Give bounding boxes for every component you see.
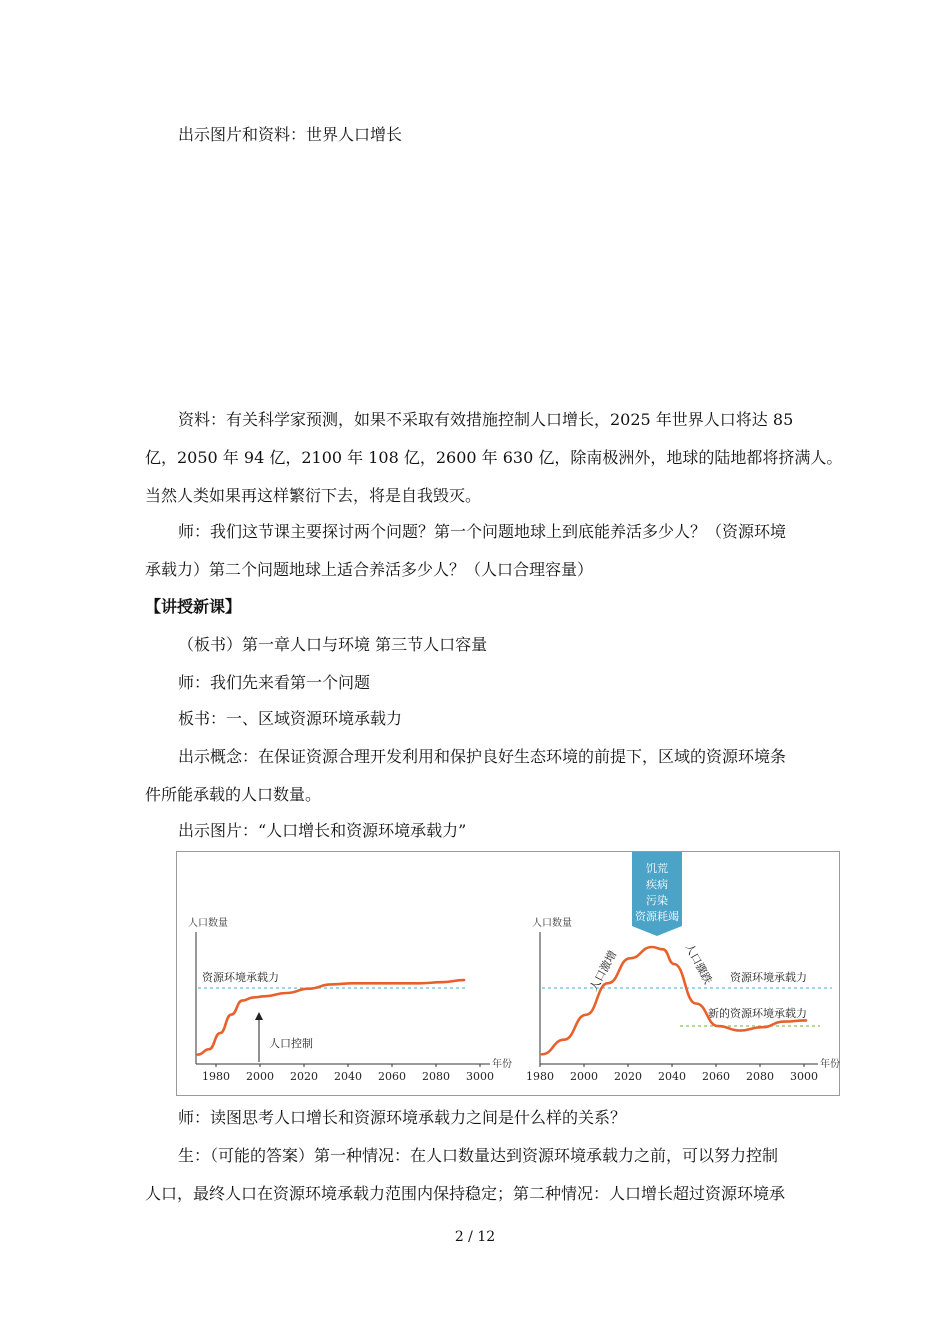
chart-2-x-label: 年份 [820, 1059, 840, 1070]
chart-2-y-label: 人口数量 [532, 918, 572, 929]
paragraph-board-1: （板书）第一章人口与环境 第三节人口容量 [178, 635, 488, 654]
chart-2-tick-label: 2060 [702, 1070, 730, 1083]
figure-population-carrying-capacity [176, 851, 840, 1096]
chart-2-tick-label: 2000 [570, 1070, 598, 1083]
chart-1-tick-label: 2000 [246, 1070, 274, 1083]
section-heading: 【讲授新课】 [145, 597, 242, 616]
chart-1-tick-label: 3000 [466, 1070, 494, 1083]
chart-2-annotation-plunge: 人口骤跌 [682, 941, 715, 987]
chart-1-y-label: 人口数量 [188, 918, 228, 929]
chart-1-x-label: 年份 [492, 1059, 512, 1070]
paragraph-teacher-1b: 承载力）第二个问题地球上适合养活多少人？（人口合理容量） [145, 560, 594, 579]
paragraph-data-line-1: 资料：有关科学家预测，如果不采取有效措施控制人口增长，2025 年世界人口将达 85 [178, 410, 794, 429]
chart-2-tick-label: 2020 [614, 1070, 642, 1083]
chart-2-carrying-capacity-label: 资源环境承载力 [730, 971, 807, 984]
chart-2-callout-item: 疾病 [646, 878, 668, 891]
paragraph-concept-1: 出示概念：在保证资源合理开发利用和保护良好生态环境的前提下，区域的资源环境条 [178, 747, 787, 766]
chart-2-annotation-surge: 人口激增 [587, 948, 620, 994]
chart-1-tick-label: 1980 [202, 1070, 230, 1083]
chart-1-carrying-capacity-label: 资源环境承载力 [202, 971, 279, 984]
chart-2-tick-label: 2080 [746, 1070, 774, 1083]
chart-2-tick-label: 3000 [790, 1070, 818, 1083]
chart-2-tick-label: 2040 [658, 1070, 686, 1083]
chart-2-tick-label: 1980 [526, 1070, 554, 1083]
chart-2-callout-item: 污染 [646, 894, 668, 907]
chart-1-control-arrowhead [255, 1012, 263, 1020]
paragraph-data-line-3: 当然人类如果再这样繁衍下去，将是自我毁灭。 [145, 486, 482, 505]
chart-2-callout-item: 饥荒 [646, 862, 668, 875]
paragraph-teacher-1a: 师：我们这节课主要探讨两个问题？第一个问题地球上到底能养活多少人？（资源环境 [178, 522, 787, 541]
paragraph-student-1: 生：（可能的答案）第一种情况：在人口数量达到资源环境承载力之前，可以努力控制 [178, 1146, 779, 1165]
paragraph-teacher-3: 师：读图思考人口增长和资源环境承载力之间是什么样的关系？ [178, 1108, 627, 1127]
chart-1-population-curve [198, 980, 464, 1055]
paragraph-data-line-2: 亿，2050 年 94 亿，2100 年 108 亿，2600 年 630 亿，除南极洲外，地球的陆地都将挤满人。 [145, 448, 843, 467]
paragraph-heading: 出示图片和资料：世界人口增长 [178, 125, 403, 144]
page-number: 2 / 12 [454, 1229, 496, 1245]
paragraph-board-2: 板书：一、区域资源环境承载力 [178, 709, 403, 728]
chart-1-annotation: 人口控制 [269, 1037, 313, 1050]
chart-1-tick-label: 2080 [422, 1070, 450, 1083]
paragraph-teacher-2: 师：我们先来看第一个问题 [178, 673, 371, 692]
paragraph-concept-2: 件所能承载的人口数量。 [145, 785, 322, 804]
chart-1-tick-label: 2040 [334, 1070, 362, 1083]
chart-2-population-curve [542, 947, 806, 1054]
charts-svg [177, 852, 841, 1097]
chart-1-tick-label: 2060 [378, 1070, 406, 1083]
paragraph-student-2: 人口，最终人口在资源环境承载力范围内保持稳定；第二种情况：人口增长超过资源环境承 [145, 1184, 786, 1203]
chart-1-tick-label: 2020 [290, 1070, 318, 1083]
paragraph-figure-caption: 出示图片：“人口增长和资源环境承载力” [178, 821, 467, 840]
chart-2-new-carrying-capacity-label: 新的资源环境承载力 [708, 1007, 807, 1020]
chart-2-callout-item: 资源耗竭 [635, 910, 679, 923]
